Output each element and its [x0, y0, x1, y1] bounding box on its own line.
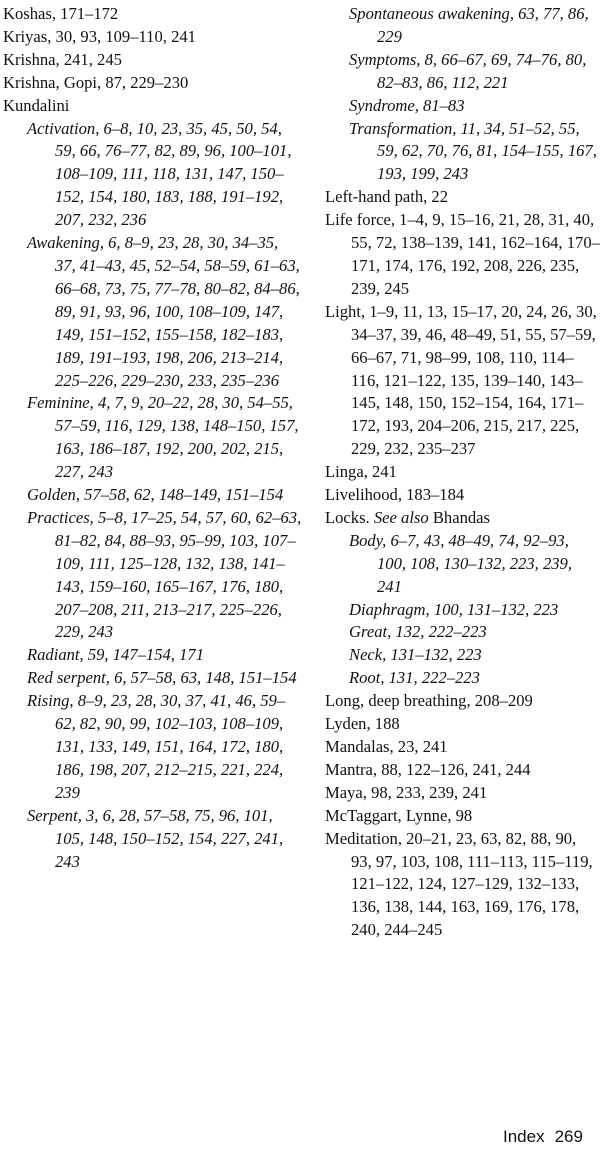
index-entry: Livelihood, 183–184: [325, 485, 465, 505]
index-entry: Mandalas, 23, 241: [325, 737, 448, 756]
index-entry: Krishna, Gopi, 87, 229–230: [3, 72, 189, 92]
index-entry: Long, deep breathing, 208–209: [325, 691, 533, 711]
index-entry: Left-hand path, 22: [325, 187, 449, 207]
index-subentry: Serpent, 3, 6, 28, 57–58, 75, 96, 101, 105, 148, 150–152, 154, 227, 241, 243: [27, 805, 284, 871]
index-subentry: Symptoms, 8, 66–67, 69, 74–76, 80, 82–83, 86, 112, 221: [349, 49, 587, 92]
index-entry: Light, 1–9, 11, 13, 15–17, 20, 24, 26, 30, 34–37, 39, 46, 48–49, 51, 55, 57–59, 66–67, 71, 98–99, 108, 110, 114–116, 121–122, 135, 139–140, 143–145, 148, 150, 152–154, 164, 171–172, 193, 204–206, 215, 217, 225, 229, 232, 235–237: [325, 301, 597, 459]
index-entry: Linga, 241: [325, 462, 397, 482]
index-entry: Life force, 1–4, 9, 15–16, 21, 28, 31, 40, 55, 72, 138–139, 141, 162–164, 170–171, 174, 176, 192, 208, 226, 235, 239, 245: [325, 210, 600, 298]
page-footer: [503, 1127, 583, 1147]
index-entry: Krishna, 241, 245: [3, 49, 122, 69]
index-entry: McTaggart, Lynne, 98: [325, 805, 473, 825]
index-subentry: Radiant, 59, 147–154, 171: [27, 645, 204, 665]
index-subentry: Great, 132, 222–223: [349, 622, 487, 642]
index-entry: Koshas, 171–172: [3, 4, 119, 23]
index-entry: Mantra, 88, 122–126, 241, 244: [325, 759, 531, 779]
index-subentry: Red serpent, 6, 57–58, 63, 148, 151–154: [27, 668, 297, 688]
see-also-label: See also: [373, 507, 429, 527]
index-column-left: [3, 3, 303, 873]
index-entry: Kriyas, 30, 93, 109–110, 241: [3, 26, 196, 46]
index-subentry: Activation, 6–8, 10, 23, 35, 45, 50, 54, 59, 66, 76–77, 82, 89, 96, 100–101, 108–109, 111, 118, 131, 147, 150–152, 154, 180, 183, 188, 191–192, 207, 232, 236: [27, 118, 292, 230]
index-subentry: Awakening, 6, 8–9, 23, 28, 30, 34–35, 37, 41–43, 45, 52–54, 58–59, 61–63, 66–68, 73, 75, 77–78, 80–82, 84–86, 89, 91, 93, 96, 100, 108–109, 147, 149, 151–152, 155–158, 182–183, 189, 191–193, 198, 206, 213–214, 225–226, 229–230, 233, 235–236: [27, 233, 300, 390]
index-subentry: Body, 6–7, 43, 48–49, 74, 92–93, 100, 108, 130–132, 223, 239, 241: [349, 530, 572, 596]
index-subentry: Feminine, 4, 7, 9, 20–22, 28, 30, 54–55, 57–59, 116, 129, 138, 148–150, 157, 163, 186–187, 192, 200, 202, 215, 227, 243: [27, 393, 299, 482]
index-entry-locks: Locks. See also Bhandas: [325, 507, 490, 527]
running-footer-label: Index: [503, 1127, 545, 1146]
page-number: 269: [554, 1127, 583, 1146]
index-entry: Lyden, 188: [325, 714, 400, 734]
index-column-right: [325, 3, 600, 942]
index-subentry: Syndrome, 81–83: [349, 95, 465, 115]
index-subentry: Diaphragm, 100, 131–132, 223: [349, 599, 559, 619]
index-subentry: Spontaneous awakening, 63, 77, 86, 229: [349, 4, 589, 46]
index-heading-kundalini: Kundalini: [3, 95, 70, 115]
index-subentry: Root, 131, 222–223: [349, 668, 480, 688]
index-subentry: Practices, 5–8, 17–25, 54, 57, 60, 62–63, 81–82, 84, 88–93, 95–99, 103, 107–109, 111, 125–128, 132, 138, 141–143, 159–160, 165–167, 176, 180, 207–208, 211, 213–217, 225–226, 229, 243: [27, 507, 302, 642]
index-entry: Meditation, 20–21, 23, 63, 82, 88, 90, 93, 97, 103, 108, 111–113, 115–119, 121–122, 124, 127–129, 132–133, 136, 138, 144, 163, 169, 176, 178, 240, 244–245: [325, 828, 593, 940]
index-subentry: Golden, 57–58, 62, 148–149, 151–154: [27, 485, 284, 505]
index-subentry: Neck, 131–132, 223: [349, 645, 482, 665]
index-subentry: Transformation, 11, 34, 51–52, 55, 59, 62, 70, 76, 81, 154–155, 167, 193, 199, 243: [349, 118, 597, 184]
index-subentry: Rising, 8–9, 23, 28, 30, 37, 41, 46, 59–62, 82, 90, 99, 102–103, 108–109, 131, 133, 149, 151, 164, 172, 180, 186, 198, 207, 212–215, 221, 224, 239: [27, 691, 286, 802]
index-entry: Maya, 98, 233, 239, 241: [325, 782, 488, 802]
